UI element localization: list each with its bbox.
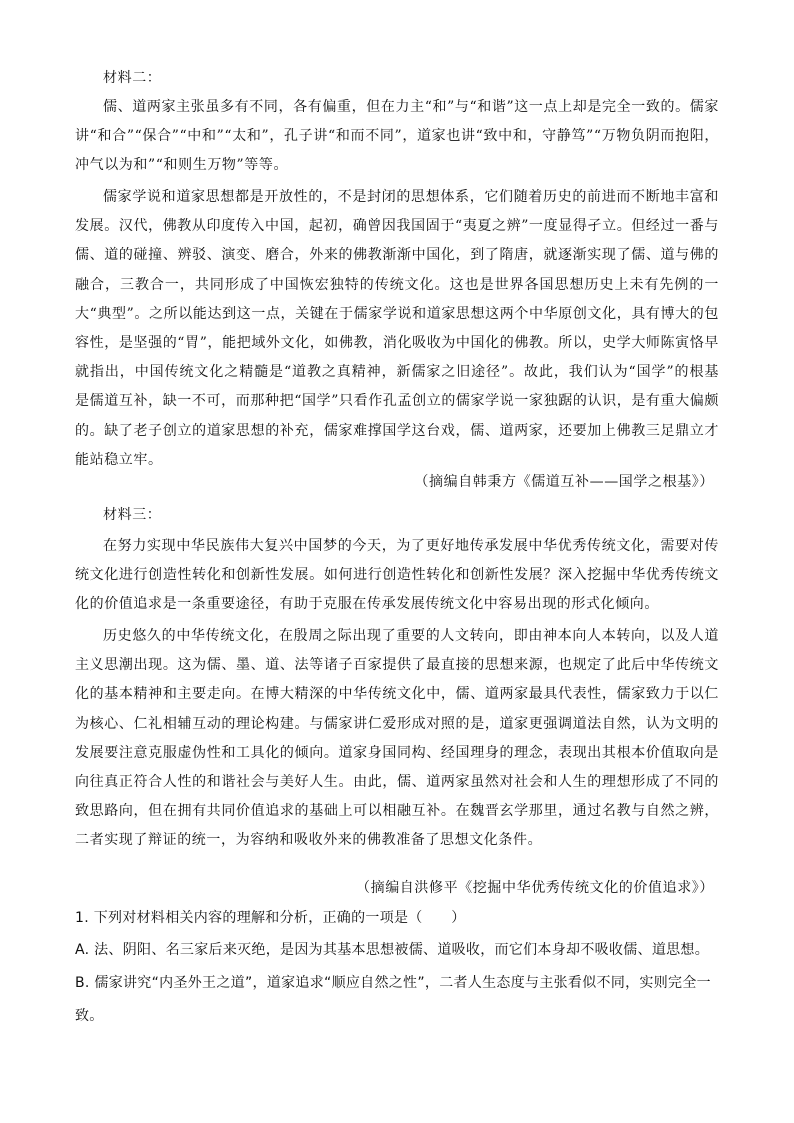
option-a: A. 法、阴阳、名三家后来灭绝，是因为其基本思想被儒、道吸收，而它们本身却不吸收儒、道思想。 — [75, 942, 710, 958]
material-3-paragraph-2: 历史悠久的中华传统文化，在殷周之际出现了重要的人文转向，即由神本向人本转向，以及人道主义思潮出现。这为儒、墨、道、法等诸子百家提供了最直接的思想来源，也规定了此后中华传统文化的基本精神和主要走向。在博大精深的中华传统文化中，儒、道两家最具代表性，儒家致力于以仁为核心、仁礼相辅互动的理论构建。与儒家讲仁爱形成对照的是，道家更强调道法自然，认为文明的发展要注意克服虚伪性和工具化的倾向。道家身国同构、经国理身的理念，表现出其根本价值取向是向往真正符合人性的和谐社会与美好人生。由此，儒、道两家虽然对社会和人生的理想形成了不同的致思路向，但在拥有共同价值追求的基础上可以相融互补。在魏晋玄学那里，通过名教与自然之辨，二者实现了辩证的统一，为容纳和吸收外来的佛教准备了思想文化条件。 — [75, 628, 719, 849]
material-3-label: 材料三： — [103, 507, 162, 523]
material-2-source: （摘编自韩秉方《儒道互补——国学之根基》） — [414, 474, 714, 490]
material-2-label: 材料二： — [103, 70, 162, 86]
question-stem: 1. 下列对材料相关内容的理解和分析，正确的一项是（ ） — [75, 910, 466, 926]
option-b: B. 儒家讲究“内圣外王之道”，道家追求“顺应自然之性”，二者人生态度与主张看似不同，实则完全一致。 — [75, 975, 711, 1024]
material-3-source: （摘编自洪修平《挖掘中华优秀传统文化的价值追求》） — [356, 880, 714, 896]
material-3-paragraph-1: 在努力实现中华民族伟大复兴中国梦的今天，为了更好地传承发展中华优秀传统文化，需要对传统文化进行创造性转化和创新性发展。如何进行创造性转化和创新性发展？深入挖掘中华优秀传统文化的价值追求是一条重要途径，有助于克服在传承发展传统文化中容易出现的形式化倾向。 — [75, 538, 719, 613]
material-2-paragraph-2: 儒家学说和道家思想都是开放性的，不是封闭的思想体系，它们随着历史的前进而不断地丰富和发展。汉代，佛教从印度传入中国，起初，确曾因我国固于“夷夏之辨”一度显得孑立。但经过一番与儒、道的碰撞、辨驳、演变、磨合，外来的佛教渐渐中国化，到了隋唐，就逐渐实现了儒、道与佛的融合，三教合一，共同形成了中国恢宏独特的传统文化。这也是世界各国思想历史上未有先例的一大“典型”。之所以能达到这一点，关键在于儒家学说和道家思想这两个中华原创文化，具有博大的包容性，是坚强的“胃”，能把域外文化，如佛教，消化吸收为中国化的佛教。所以，史学大师陈寅恪早就指出，中国传统文化之精髓是“道教之真精神，新儒家之旧途径”。故此，我们认为“国学”的根基是儒道互补，缺一不可，而那种把“国学”只看作孔孟创立的儒家学说一家独踞的认识，是有重大偏颇的。缺了老子创立的道家思想的补充，儒家难撑国学这台戏，儒、道两家，还要加上佛教三足鼎立才能站稳立牢。 — [75, 189, 719, 468]
material-2-paragraph-1: 儒、道两家主张虽多有不同，各有偏重，但在力主“和”与“和谐”这一点上却是完全一致的。儒家讲“和合”“保合”“中和”“太和”，孔子讲“和而不同”，道家也讲“致中和，守静笃”“万物负阴而抱阳，冲气以为和”“和则生万物”等等。 — [75, 99, 719, 174]
